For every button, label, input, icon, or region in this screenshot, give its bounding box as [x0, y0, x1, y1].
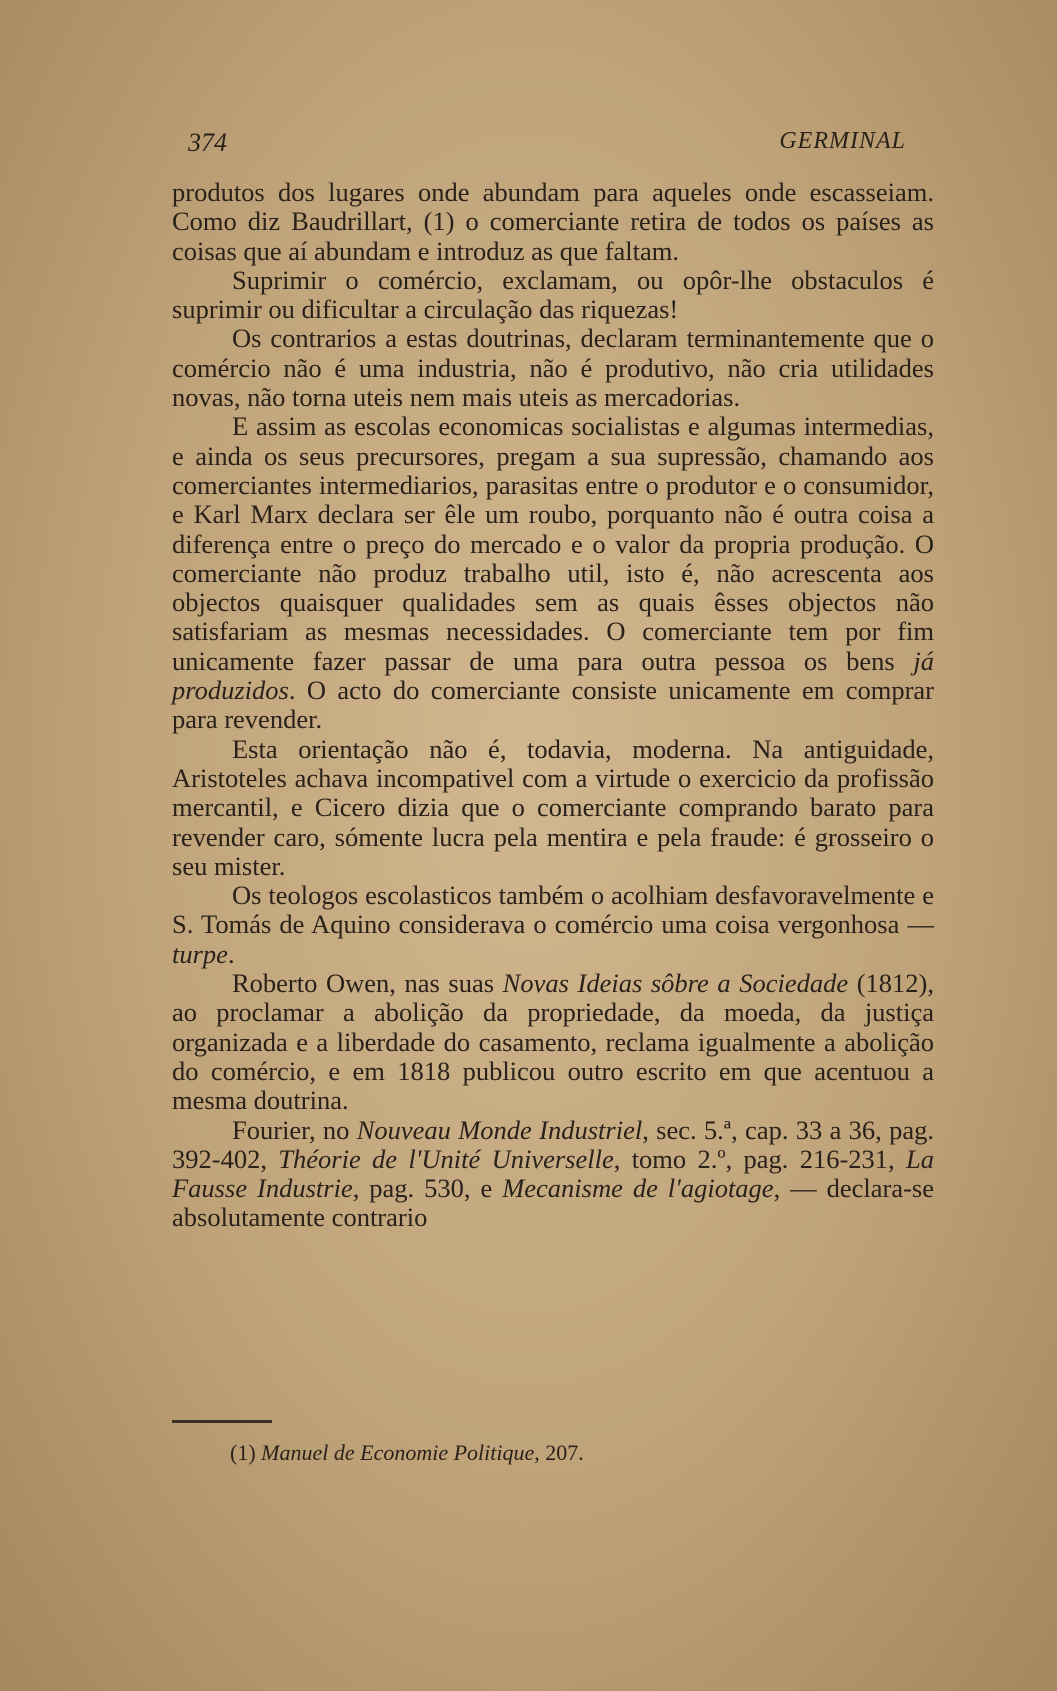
page-number: 374 [188, 128, 227, 157]
italic-text: já produzidos [172, 645, 934, 706]
footnote-marker: (1) [230, 1440, 262, 1465]
italic-text: Nouveau Monde Industriel [356, 1114, 643, 1145]
page-header [188, 128, 906, 168]
text-segment: Roberto Owen, nas suas [232, 968, 503, 999]
text-segment: . [227, 938, 235, 969]
italic-text: Novas Ideias sôbre a Sociedade [502, 968, 849, 999]
paragraph [172, 969, 934, 1115]
paragraph [172, 178, 934, 266]
paragraph [172, 324, 934, 412]
text-segment: Os teologos escolasticos também o acolhiam desfavoravelmente e S. Tomás de Aquino considerava o comércio uma coisa vergonhosa — [172, 880, 934, 940]
paragraph [172, 412, 934, 734]
footnote-suffix: , 207. [534, 1440, 584, 1465]
text-segment: Os contrarios a estas doutrinas, declaram terminantemente que o comércio não é uma industria, não é produtivo, não cria utilidades novas, não torna uteis nem mais uteis as mercadorias. [172, 323, 934, 413]
paragraph [172, 1116, 934, 1233]
running-title: GERMINAL [779, 128, 906, 154]
paragraph [172, 881, 934, 969]
text-segment: , tomo 2.º, pag. 216-231, [613, 1143, 907, 1174]
footnote-divider [172, 1420, 272, 1423]
text-segment: Suprimir o comércio, exclamam, ou opôr-lhe obstaculos é suprimir ou dificultar a circulação das riquezas! [172, 264, 934, 325]
text-segment: , — declara-se absolutamente contrario [172, 1173, 935, 1233]
paragraph [172, 266, 934, 325]
footnote [230, 1440, 584, 1466]
italic-text: Mecanisme de l'agiotage [502, 1173, 774, 1204]
text-segment: (1812), ao proclamar a abolição da propriedade, da moeda, da justiça organizada e a liberdade do casamento, reclama igualmente a abolição do comércio, e em 1818 publicou outro escrito em que acentuou a mesma doutrina. [172, 968, 934, 1116]
text-segment: , pag. 530, e [352, 1173, 503, 1204]
text-segment: Esta orientação não é, todavia, moderna. Na antiguidade, Aristoteles achava incompativel com a virtude o exercicio da profissão mercantil, e Cicero dizia que o comerciante comprando barato para revender caro, sómente lucra pela mentira e pela fraude: é grosseiro o seu mister. [172, 733, 934, 881]
text-segment: E assim as escolas economicas socialistas e algumas intermedias, e ainda os seus precursores, pregam a sua supressão, chamando aos comerciantes intermediarios, parasitas entre o produtor e o consumidor, e Karl Marx declara ser êle um roubo, porquanto não é outra coisa a diferença entre o preço do mercado e o valor da propria produção. O comerciante não produz trabalho util, isto é, não acrescenta aos objectos quaisquer qualidades sem as quais êsses objectos não satisfariam as mesmas necessidades. O comerciante tem por fim unicamente fazer passar de uma para outra pessoa os bens [172, 411, 934, 676]
text-segment: , sec. 5.ª, cap. 33 a 36, pag. 392-402, [172, 1114, 935, 1174]
italic-text: Théorie de l'Unité Universelle [278, 1143, 614, 1174]
body-text [172, 178, 934, 1233]
italic-text: turpe [172, 938, 228, 969]
paragraph [172, 735, 934, 881]
text-segment: . O acto do comerciante consiste unicamente em comprar para revender. [172, 675, 934, 735]
text-segment: produtos dos lugares onde abundam para aqueles onde escasseiam. Como diz Baudrillart, (1) o comerciante retira de todos os países as coisas que aí abundam e introduz as que faltam. [172, 177, 934, 266]
italic-text: La Fausse Industrie [172, 1143, 935, 1204]
text-segment: Fourier, no [232, 1114, 357, 1145]
footnote-title: Manuel de Economie Politique [261, 1440, 535, 1465]
